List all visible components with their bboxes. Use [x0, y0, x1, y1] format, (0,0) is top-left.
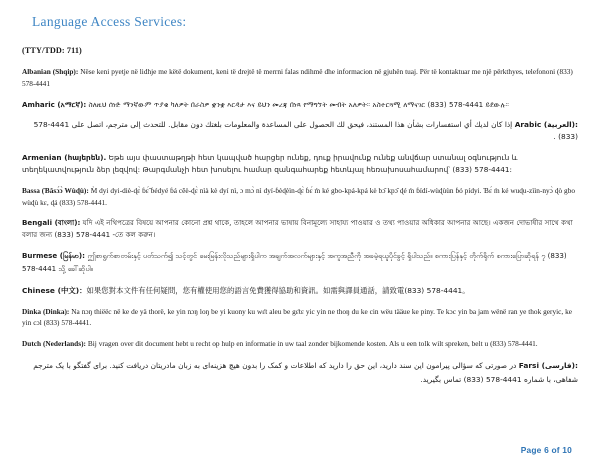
language-entry-dutch — [22, 338, 578, 350]
language-entry-chinese — [22, 285, 578, 297]
language-notice-text: Bij vragen over dit document hebt u recht op hulp en informatie in uw taal zonder bijkomende kosten. Als u een tolk wilt spreken, belt u (833) 578-4441. — [85, 339, 538, 349]
language-name-label: Chinese (中文)： — [22, 285, 87, 295]
language-name-label: Amharic (አማርኛ): — [22, 99, 87, 109]
language-name-label: Burmese (မြန်မာ): — [22, 251, 85, 261]
language-entry-arabic — [22, 119, 578, 143]
language-notice-text: در صورتی که سؤالی پیرامون این سند دارید، این حق را دارید که اطلاعات و کمک را بدون هیچ هزینه‌ای به زبان مادریتان دریافت کنید. برای گفتگو با یک مترجم شفاهی، با شماره 4441-578 (833) تماس بگیرید. — [33, 360, 578, 384]
language-name-label: Bengali (বাংলা): — [22, 218, 81, 228]
language-entry-farsi — [22, 359, 578, 387]
language-entry-armenian — [22, 152, 578, 176]
language-notice-text: যদি এই নথিপত্রের বিষয়ে আপনার কোনো প্রশ্ন থাকে, তাহলে আপনার ভাষায় বিনামূল্যে সাহায্য পাওয়ার ও তথ্য পাওয়ার অধিকার আপনার আছে। একজন দোভাষীর সাথে কথা বলার জন্য (833) 578-4441 -তে কল করুন। — [22, 218, 573, 239]
language-notice-text: 如果您對本文件有任何疑問，您有權使用您的語言免費獲得協助和資訊。如需與譯員通話，請致電(833) 578-4441。 — [86, 285, 470, 295]
language-entry-bengali — [22, 217, 578, 240]
language-entry-amharic — [22, 99, 578, 110]
language-entry-dinka — [22, 306, 578, 330]
language-name-label: Dutch (Nederlands): — [22, 339, 86, 349]
language-name-label: Farsi (فارسی): — [518, 360, 578, 370]
page-number-footer: Page 6 of 10 — [520, 445, 572, 455]
language-notice-text: Եթե այս փաստաթղթի հետ կապված հարցեր ունեք, դուք իրավունք ունեք անվճար ստանալ օգնություն և տեղեկատվություն ձեր լեզվով: Թարգմանչի հետ խոսելու համար զանգահարեք հետևյալ հեռախոսահամարով՝ (833) 578-4441: — [22, 153, 518, 174]
language-notice-text: ဤစာရွက်စာတမ်းနှင့် ပတ်သက်၍ သင့်တွင် မေးမြန်းလိုသည်များရှိပါက အချက်အလက်များနှင့် အကူအညီကို အခမဲ့ရယူပိုင်ခွင့် ရှိပါသည်။ စကားပြန်နှင့် တိုက်ရိုက် စကားပြောဆိုရန် ၇ (833) 578-4441 သို့ ခေါ်ဆိုပါ။ — [22, 251, 567, 274]
language-name-label: Armenian (հայերեն). — [22, 153, 107, 163]
language-notice-text: ስለዚህ ሰነድ ማንኛውም ጥያቄ ካለዎት በራስዎ ቋንቋ እርዳታ እና ይህን መረጃ በነጻ የማግኘት መብት አለዎት። አስተርጓሚ ለማናገር (833) 578-4441 ይደውሉ። — [86, 99, 509, 109]
language-entries-list — [22, 66, 578, 387]
page-title: Language Access Services: — [32, 14, 187, 29]
language-notice-text: M̀ dyi dyi-diè-ɖɛ̀ ɓɛ̃́ ɓédyé ɓá cĕè-ɖɛ̀ nìà kè dyí nì, ɔ mɔ̀ nì dyí-ɓèɖèìn-ɖɛ̀ ɓɛ́ m̀ ké gbo-kpá-kpá kè bɔ̌ kpɔ̌ ɖé m̀ ɓídí-wùɖùùn ɓó pídyi. Ɓɛ́ m̀ ké wuɖu-zììn-nyɔ̀ ɖò gbo wùɖù kɛ, ɖá (833) 578-4441. — [22, 185, 576, 207]
language-entry-albanian — [22, 66, 578, 90]
language-entry-bassa — [22, 185, 578, 209]
language-notice-text: Nëse keni pyetje në lidhje me këtë dokument, keni të drejtë të merrni falas ndihmë dhe informacion në gjuhën tuaj. Për të kontaktuar me një përkthyes, telefononi (833) 578-4441 — [22, 67, 573, 88]
language-name-label: Bassa (Ɓǎsɔ́ɔ̀ Wùɖù): — [22, 185, 89, 195]
language-entry-burmese — [22, 249, 578, 275]
language-notice-text: إذا كان لديك أي استفسارات بشأن هذا المستند، فيحق لك الحصول على المساعدة والمعلومات بلغتك دون مقابل. للتحدث إلى مترجم، اتصل على 4441-578 (833) . — [33, 120, 578, 142]
language-name-label: Albanian (Shqip): — [22, 67, 79, 76]
language-name-label: Arabic (العربية): — [514, 120, 578, 130]
tty-tdd-line: (TTY/TDD: 711) — [22, 46, 82, 55]
language-notice-text: Na nɔŋ thiëëc në ke de yä thorë, ke yin nɔŋ loŋ be yi kuony ku wɛ̈t aleu be gɛ̈tɛ yic yin ne thoŋ du ke cin wëu tääue ke piny. Te kɔc yin ba jam wënë ran ye thok geryic, ke yin cɔl (833) 578-4441. — [22, 306, 573, 328]
language-name-label: Dinka (Dinka): — [22, 306, 70, 316]
